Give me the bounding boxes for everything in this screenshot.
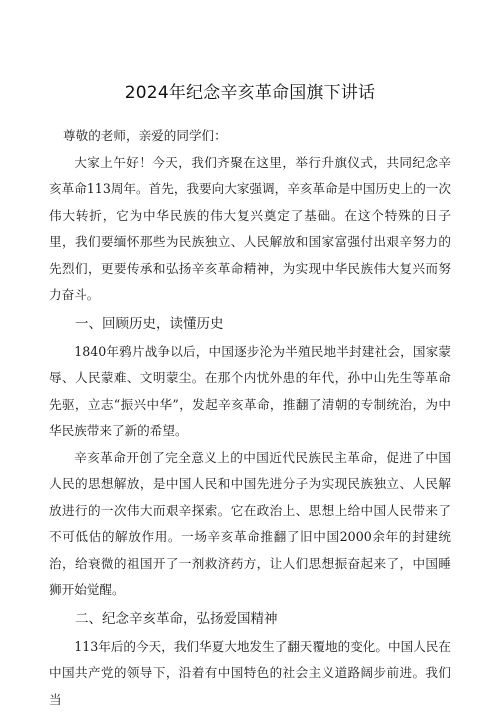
document-title: 2024年纪念辛亥革命国旗下讲话 [0,78,500,103]
paragraph-significance: 辛亥革命开创了完全意义上的中国近代民族民主革命，促进了中国人民的思想解放，是中国人民和中国先进分子为实现民族独立、人民解放进行的一次伟大而艰辛探索。它在政治上、思想上给中国人民带来了不可低估的解放作用。一场辛亥革命推翻了旧中国2000余年的封建统治，给衰微的祖国开了一剂救济药方，让人们思想振奋起来了，中国睡狮开始觉醒。 [49,445,451,604]
paragraph-history: 1840年鸦片战争以后，中国逐步沦为半殖民地半封建社会，国家蒙辱、人民蒙难、文明蒙尘。在那个内忧外患的年代，孙中山先生等革命先驱，立志“振兴中华”，发起辛亥革命，推翻了清朝的专制统治，为中华民族带来了新的希望。 [49,339,451,445]
paragraph-today: 113年后的今天，我们华夏大地发生了翻天覆地的变化。中国人民在中国共产党的领导下，沿着有中国特色的社会主义道路阔步前进。我们当 [49,634,451,713]
salutation: 尊敬的老师，亲爱的同学们： [63,123,451,150]
document-body [49,123,451,713]
paragraph-greeting: 大家上午好！今天，我们齐聚在这里，举行升旗仪式，共同纪念辛亥革命113周年。首先，我要向大家强调，辛亥革命是中国历史上的一次伟大转折，它为中华民族的伟大复兴奠定了基础。在这个特殊的日子里，我们要缅怀那些为民族独立、人民解放和国家富强付出艰辛努力的先烈们，更要传承和弘扬辛亥革命精神，为实现中华民族伟大复兴而努力奋斗。 [49,150,451,309]
section-heading-1: 一、回顾历史，读懂历史 [49,309,451,339]
section-heading-2: 二、纪念辛亥革命，弘扬爱国精神 [49,604,451,634]
